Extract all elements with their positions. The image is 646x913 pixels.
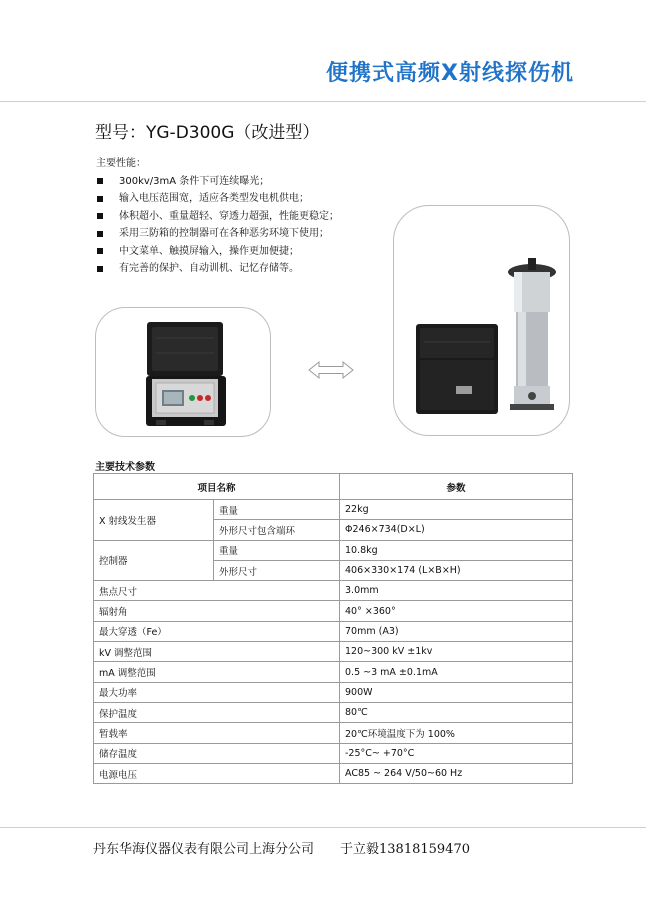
feature-item — [96, 225, 339, 243]
table-row — [94, 581, 573, 601]
spec-value: 80℃ — [340, 702, 573, 722]
spec-value: -25°C~ +70°C — [340, 743, 573, 763]
spec-label: 最大功率 — [94, 682, 340, 702]
controller-label: 控制器 — [94, 540, 214, 581]
generator-size-value: Φ246×734(D×L) — [340, 520, 573, 540]
spec-label: 辐射角 — [94, 601, 340, 621]
spec-value: 900W — [340, 682, 573, 702]
spec-value: 0.5 ~3 mA ±0.1mA — [340, 662, 573, 682]
spec-value: 70mm (A3) — [340, 621, 573, 641]
spec-value: 20℃环境温度下为 100% — [340, 723, 573, 743]
controller-weight-label: 重量 — [214, 540, 340, 560]
table-row — [94, 662, 573, 682]
controller-case-image — [96, 308, 271, 437]
generator-weight-label: 重量 — [214, 500, 340, 520]
features-heading: 主要性能： — [96, 158, 146, 169]
feature-text: 输入电压范围宽，适应各类型发电机供电； — [119, 193, 309, 204]
footer-contact: 于立毅13818159470 — [340, 842, 470, 857]
square-bullet-icon — [97, 248, 103, 254]
table-row — [94, 540, 573, 560]
feature-text: 采用三防箱的控制器可在各种恶劣环境下使用； — [119, 228, 329, 239]
spec-value: AC85 ~ 264 V/50~60 Hz — [340, 763, 573, 783]
feature-text: 中文菜单、触摸屏输入，操作更加便捷； — [119, 245, 299, 257]
specs-table — [93, 473, 573, 784]
generator-weight-value: 22kg — [340, 500, 573, 520]
table-row — [94, 500, 573, 520]
table-header-row — [94, 474, 573, 500]
double-arrow-icon — [308, 360, 354, 380]
table-row — [94, 763, 573, 783]
table-row — [94, 682, 573, 702]
controller-size-label: 外形尺寸 — [214, 560, 340, 580]
square-bullet-icon — [97, 196, 103, 202]
table-row — [94, 723, 573, 743]
footer — [93, 838, 470, 857]
spec-label: kV 调整范围 — [94, 642, 340, 662]
spec-label: 储存温度 — [94, 743, 340, 763]
controller-size-value: 406×330×174 (L×B×H) — [340, 560, 573, 580]
spec-label: mA 调整范围 — [94, 662, 340, 682]
controller-weight-value: 10.8kg — [340, 540, 573, 560]
feature-item — [96, 208, 339, 226]
feature-item — [96, 243, 339, 261]
table-row — [94, 743, 573, 763]
square-bullet-icon — [97, 178, 103, 184]
square-bullet-icon — [97, 231, 103, 237]
generator-size-label: 外形尺寸包含端环 — [214, 520, 340, 540]
column-header-value: 参数 — [340, 474, 573, 500]
features-section — [96, 155, 339, 278]
generator-label: X 射线发生器 — [94, 500, 214, 541]
spec-label: 最大穿透（Fe） — [94, 621, 340, 641]
table-row — [94, 601, 573, 621]
header-divider — [0, 101, 646, 102]
spec-label: 电源电压 — [94, 763, 340, 783]
table-row — [94, 642, 573, 662]
specs-heading: 主要技术参数 — [95, 462, 155, 473]
controller-photo — [95, 307, 271, 437]
feature-item — [96, 190, 339, 208]
spec-value: 120~300 kV ±1kv — [340, 642, 573, 662]
xray-generator-image — [394, 206, 570, 436]
spec-label: 焦点尺寸 — [94, 581, 340, 601]
table-row — [94, 621, 573, 641]
footer-divider — [0, 827, 646, 828]
footer-company: 丹东华海仪器仪表有限公司上海分公司 — [93, 842, 315, 857]
square-bullet-icon — [97, 266, 103, 272]
generator-photo — [393, 205, 570, 436]
feature-text: 有完善的保护、自动训机、记忆存储等。 — [119, 263, 299, 274]
spec-label: 暂载率 — [94, 723, 340, 743]
spec-value: 3.0mm — [340, 581, 573, 601]
feature-item — [96, 260, 339, 278]
table-row — [94, 702, 573, 722]
spec-label: 保护温度 — [94, 702, 340, 722]
feature-text: 300kv/3mA 条件下可连续曝光； — [119, 175, 270, 187]
feature-item — [96, 173, 339, 191]
features-list — [96, 173, 339, 278]
model-number: 型号：YG-D300G（改进型） — [95, 123, 320, 143]
square-bullet-icon — [97, 213, 103, 219]
column-header-item: 项目名称 — [94, 474, 340, 500]
page-title: 便携式高频X射线探伤机 — [326, 61, 574, 86]
spec-value: 40° ×360° — [340, 601, 573, 621]
feature-text: 体积超小、重量超轻、穿透力超强，性能更稳定； — [119, 210, 339, 222]
